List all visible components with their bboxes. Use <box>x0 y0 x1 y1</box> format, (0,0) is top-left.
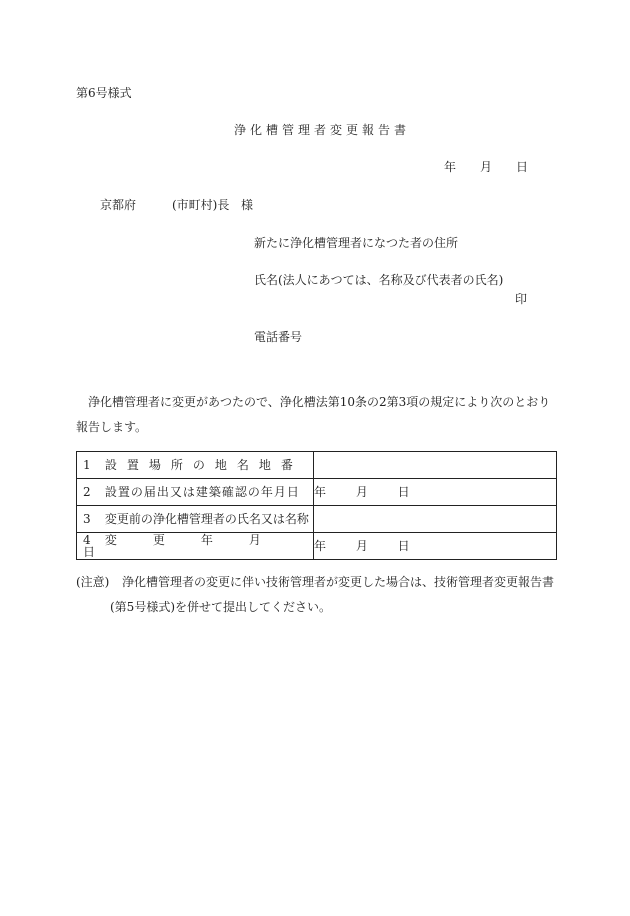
table-value-cell <box>314 452 557 479</box>
applicant-address-label: 新たに浄化槽管理者になつた者の住所 <box>254 236 459 250</box>
date-year: 年 <box>444 160 457 174</box>
date-day: 日 <box>516 160 529 174</box>
report-body-text <box>76 390 560 440</box>
row-value: 年 月 日 <box>314 485 410 499</box>
table-label-cell <box>77 479 314 506</box>
applicant-name-label: 氏名(法人にあつては、名称及び代表者の氏名) <box>254 273 504 287</box>
table-row <box>77 452 557 479</box>
row-number: 3 <box>83 512 91 526</box>
note-line-2: (第5号様式)を併せて提出してください。 <box>110 600 331 614</box>
row-number: 4 <box>83 533 91 547</box>
row-label: 変更年月日 <box>83 533 297 559</box>
table-row <box>77 533 557 560</box>
table-value-cell <box>314 506 557 533</box>
table-label-cell <box>77 452 314 479</box>
applicant-phone-label: 電話番号 <box>254 330 303 344</box>
addressee-prefecture: 京都府 <box>100 198 137 212</box>
table-label-cell <box>77 506 314 533</box>
table-value-cell <box>314 533 557 560</box>
row-number: 2 <box>83 485 91 499</box>
row-label: 設置の届出又は建築確認の年月日 <box>104 485 300 499</box>
table-row <box>77 479 557 506</box>
table-value-cell <box>314 479 557 506</box>
document-title: 浄化槽管理者変更報告書 <box>234 123 411 137</box>
note-label: (注意) <box>76 575 110 589</box>
report-table <box>76 451 557 560</box>
row-label: 設置場所の地名地番 <box>104 458 303 472</box>
date-month: 月 <box>480 160 493 174</box>
seal-mark: 印 <box>515 292 528 306</box>
row-number: 1 <box>83 458 91 472</box>
addressee-honorific: 様 <box>241 198 254 212</box>
row-value: 年 月 日 <box>314 539 410 553</box>
form-number: 第6号様式 <box>76 86 132 100</box>
note-line-1: 浄化槽管理者の変更に伴い技術管理者が変更した場合は、技術管理者変更報告書 <box>122 575 555 589</box>
addressee-municipality: (市町村)長 <box>172 198 230 212</box>
report-body: 浄化槽管理者に変更があつたので、浄化槽法第10条の2第3項の規定により次のとおり報告します。 <box>76 395 551 434</box>
table-row <box>77 506 557 533</box>
table-label-cell <box>77 533 314 560</box>
row-label: 変更前の浄化槽管理者の氏名又は名称 <box>104 512 309 526</box>
